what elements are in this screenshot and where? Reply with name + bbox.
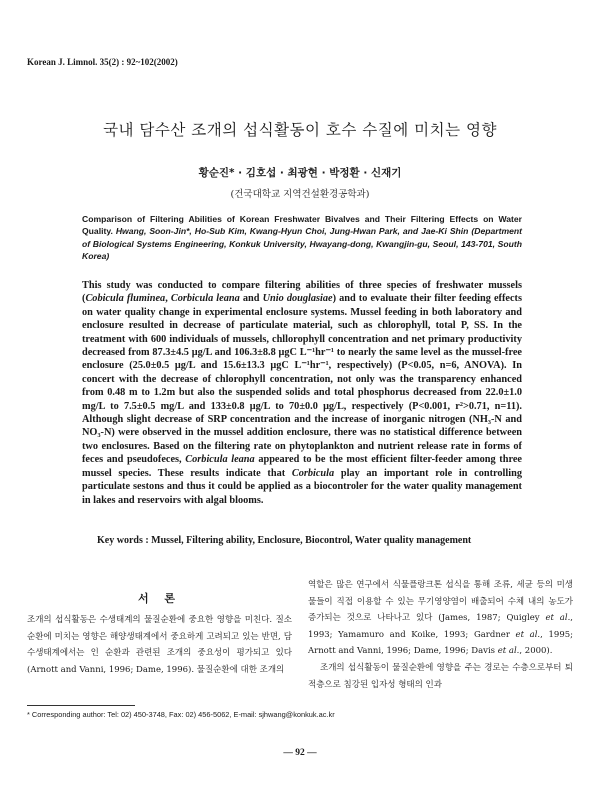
citation-etal: et al. [515,629,541,640]
abstract-text: ) and to evaluate their filter feeding effects on water quality change in experimental enclosure systems. Mussel feeding in both laboratory and enclosure resulted in decrease of particulate material, such as chlorophyll, total P, SS. In the treatment with 600 individuals of mussels, chllorophyll concentration and net primary productivity decreased from 87.3±4.5 μg/L and 106.3±8.8 μgC L⁻¹hr⁻¹ to nearly the same level as the mussel-free enclosure (25.0±0.5 μg/L and 15.6±13.3 μgC L⁻¹hr⁻¹, respectively) (P<0.05, n=6, ANOVA). In concert with the decrease of chlorophyll concentration, not only was the transparency enhanced from 0.48 m to 1.2m but also the suspended solids and total phosphorus decreased from 22.0±1.0 mg/L to 7.5±0.5 mg/L and 133±0.8 μg/L to 70±0.0 μg/L, respectively (P<0.001, r²>0.71, n=11). Although slight decrease of SRP concentration and the increase of inorganic nitrogen (NH₃-N and NO₃-N) were observed in the mussel addition enclosure, there was no statistical difference between two enclosures. Based on the filtering rate on phytoplankton and nutrient release rate in forms of feces and pseudofeces, [82,293,522,466]
intro-paragraph: 조개의 섭식활동은 수생태계의 물질순환에 중요한 영향을 미친다. 질소순환에 미치는 영향은 해양생태계에서 중요하게 고려되고 있는 반면, 담수생태계에서는 인 순환과 관련된 조개의 중요성이 평가되고 있다(Arnott and Vanni, 1996; Dame, 1996). 물질순환에 대한 조개의 [27,615,292,675]
english-title-block [82,213,522,262]
species-name: Cobicula fluminea [85,293,166,305]
species-name: Corbicula leana [185,454,255,466]
abstract-text: appeared to be the most efficient filter-feeder among three mussel species. These results indicate that [82,454,522,479]
intro-paragraph [308,577,573,660]
abstract-text: play an important role in controlling particulate sestons and thus it could be applied as a biocontroler for the water quality management in lakes and reservoirs with algal blooms. [82,467,522,506]
species-name: Corbicula [291,467,335,479]
keywords: Key words : Mussel, Filtering ability, Enclosure, Biocontrol, Water quality management [97,535,472,546]
author-list: 황순진* · 김호섭 · 최광현 · 박정환 · 신재기 [198,167,402,179]
footnote-divider [27,705,135,706]
species-name: Corbicula leana [170,293,240,305]
intro-text: , 1993; Yamamuro and Koike, 1993; Gardner [308,613,573,640]
abstract-text: This study was conducted to compare filtering abilities of three species of freshwater mussels ( [82,280,522,305]
species-name: Unio douglasiae [262,293,333,305]
page-number: — 92 — [283,748,317,758]
intro-left-column [27,612,292,678]
abstract-text: and [239,293,263,305]
journal-citation: Korean J. Limnol. 35(2) : 92~102(2002) [27,57,178,67]
abstract [82,279,522,507]
paper-title: 국내 담수산 조개의 섭식활동이 호수 수질에 미치는 영향 [103,121,497,139]
citation-etal: et al. [497,646,520,657]
citation-etal: et al. [545,613,571,624]
intro-text: 역할은 많은 연구에서 식물플랑크톤 섭식을 통해 조류, 세균 등의 미생물들이 직접 이용할 수 있는 무기영양염이 배출되어 수체 내의 농도가 증가되는 것으로 나타나고 있다 (James, 1987; Quigley [308,580,573,624]
section-heading-introduction: 서 론 [137,592,182,605]
intro-text: , 2000). [519,646,553,657]
intro-right-column [308,577,573,693]
intro-text: , 1995; Arnott and Vanni, 1996; Dame, 1996; Davis [308,629,573,657]
footnote: * Corresponding author: Tel: 02) 450-3748, Fax: 02) 456-5062, E-mail: sjhwang@konkuk.ac.kr [27,710,335,719]
affiliation: (건국대학교 지역건설환경공학과) [230,189,370,200]
english-authors: Hwang, Soon-Jin*, Ho-Sub Kim, Kwang-Hyun Choi, Jung-Hwan Park, and Jae-Ki Shin (Department of Biological Systems Engineering, Konkuk University, Hwayang-dong, Kwangjin-gu, Seoul, 143-701, South Korea) [82,226,522,261]
intro-paragraph: 조개의 섭식활동이 물질순환에 영향을 주는 경로는 수층으로부터 퇴적층으로 침강된 입자성 형태의 인과 [308,662,573,690]
english-title: Comparison of Filtering Abilities of Korean Freshwater Bivalves and Their Filtering Effects on Water Quality. [82,214,522,237]
abstract-text: , [165,293,171,305]
